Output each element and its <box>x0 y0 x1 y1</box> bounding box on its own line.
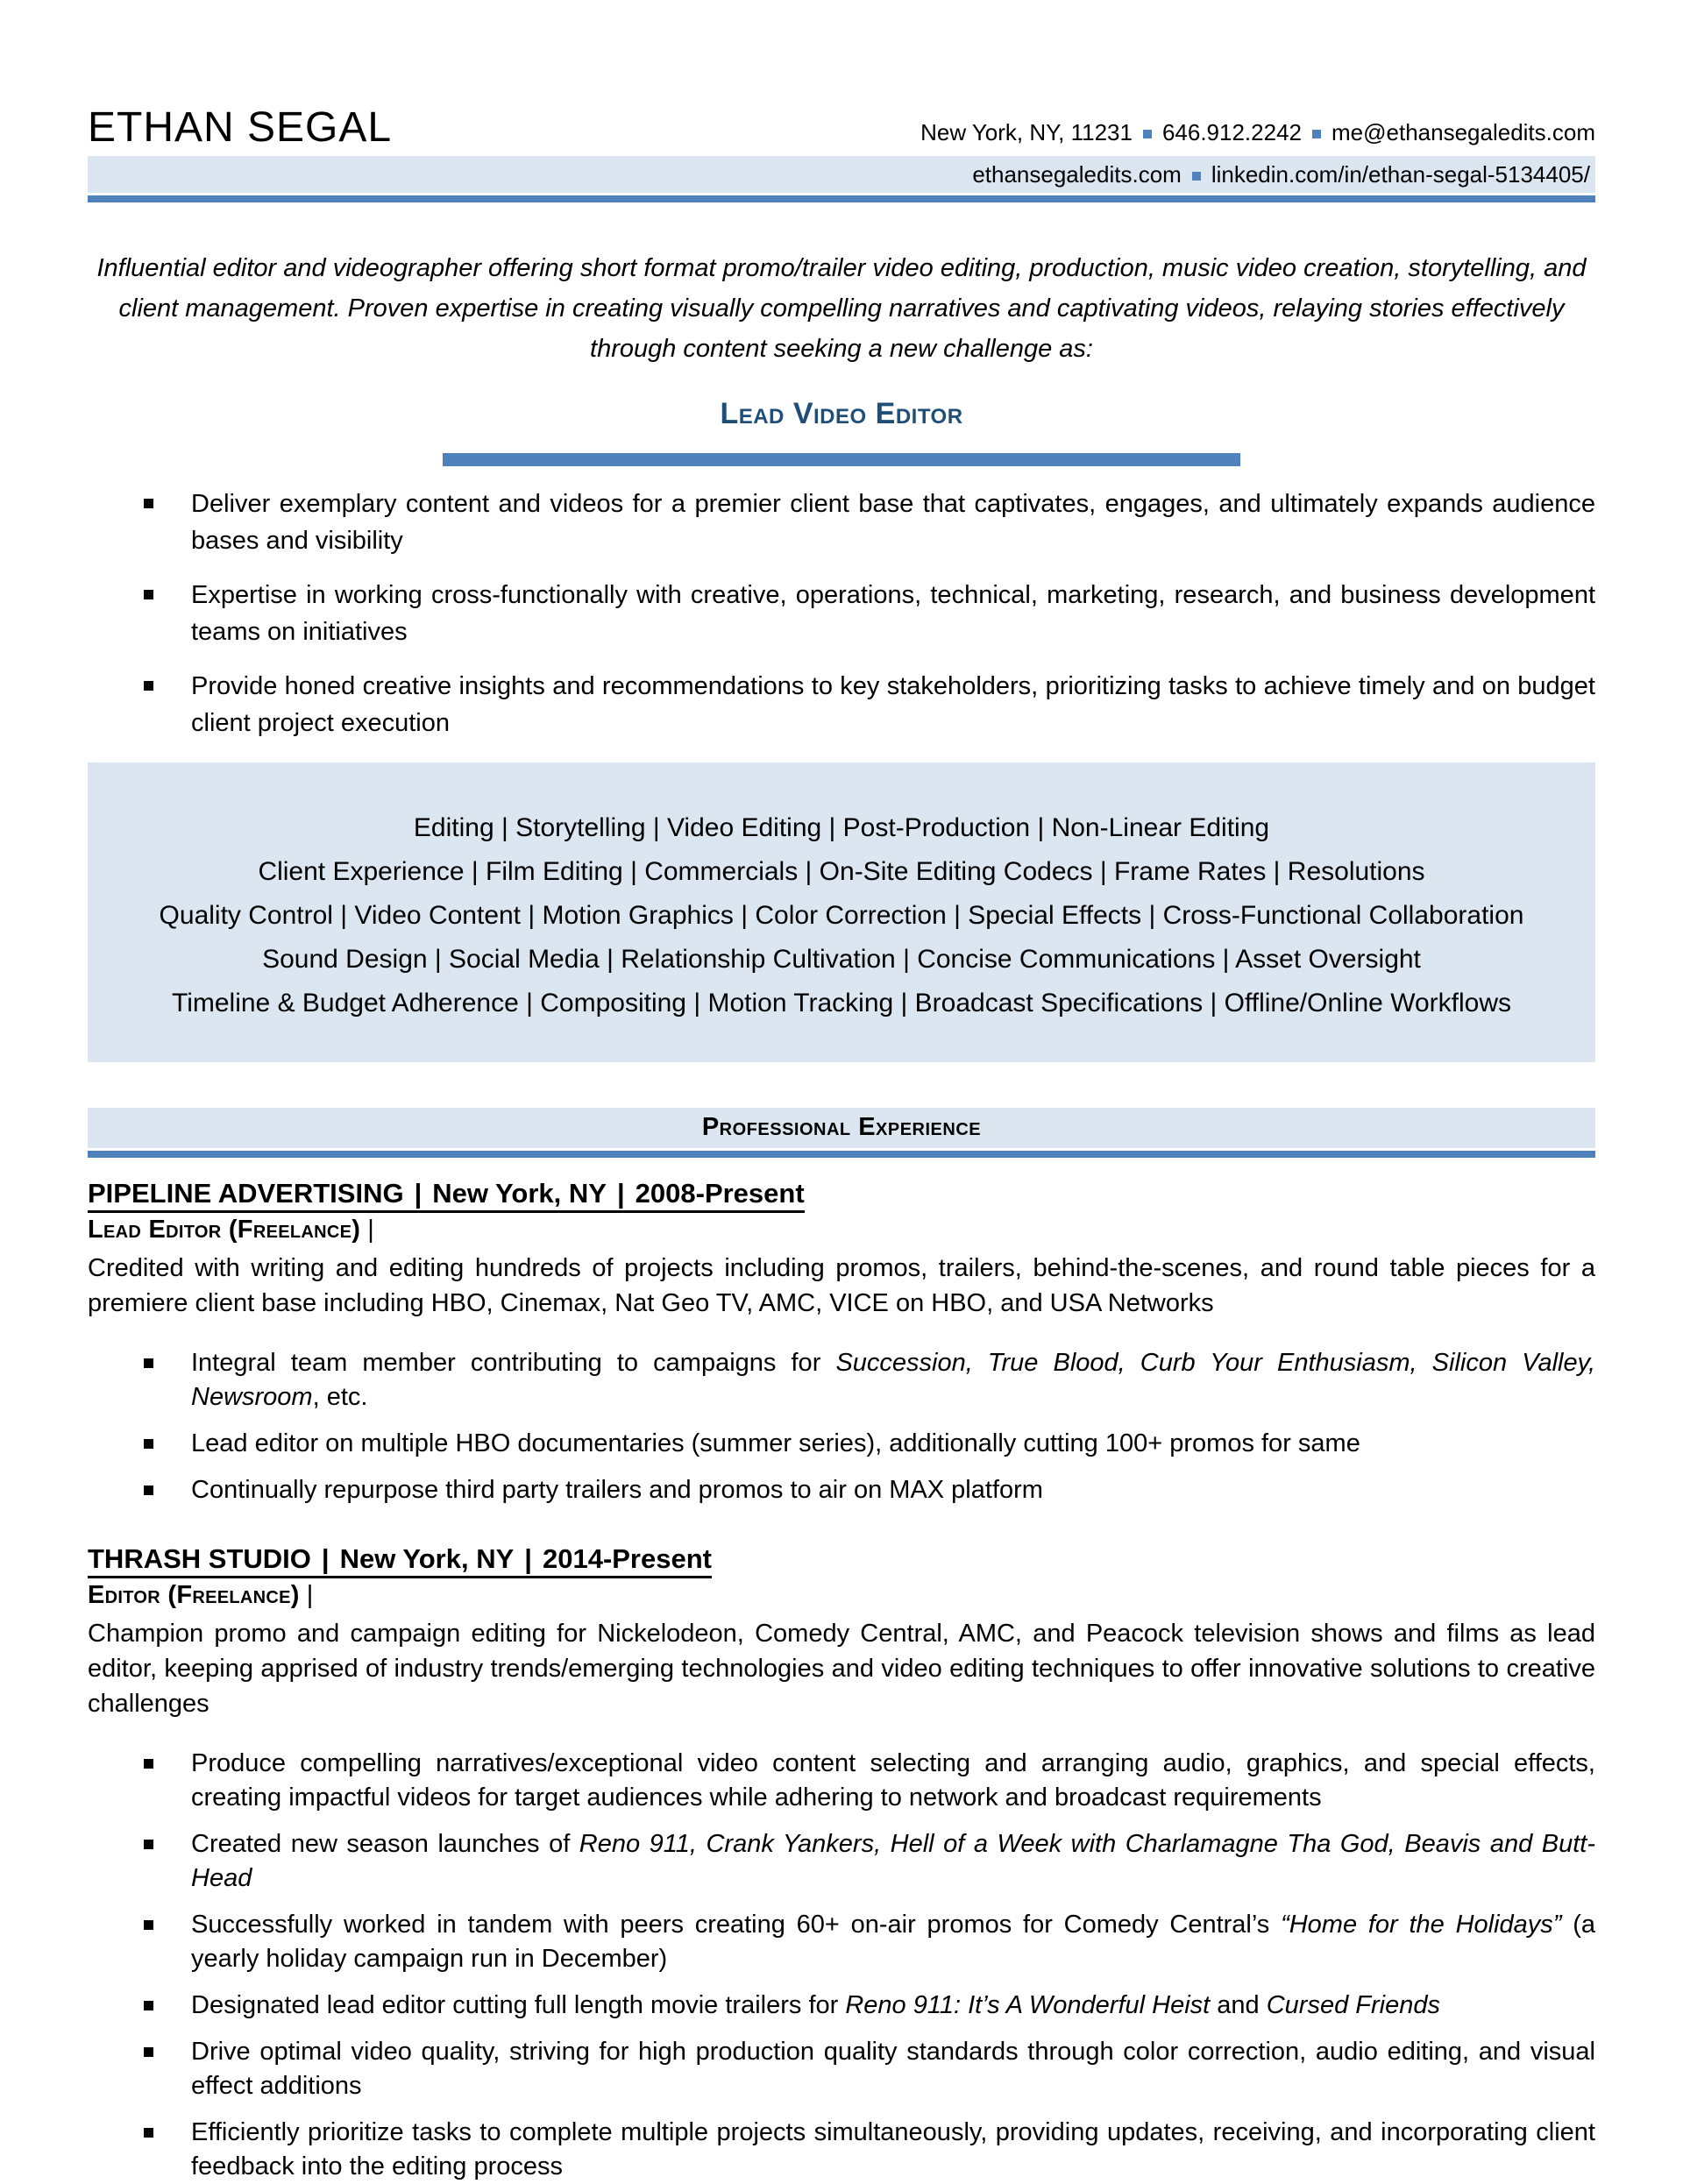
contact-item: 646.912.2242 <box>1161 119 1302 145</box>
bullet-item <box>88 1427 1595 1461</box>
job-title-pipe: | <box>367 1215 374 1244</box>
square-bullet-icon <box>144 681 153 691</box>
person-name: ETHAN SEGAL <box>88 104 393 151</box>
section-rule <box>88 1151 1595 1158</box>
job-title: Editor (Freelance) <box>88 1580 300 1609</box>
bullet-item <box>88 1346 1595 1415</box>
bullet-text: Deliver exemplary content and videos for a premier client base that captivates, engages, and ultimately expands audience bases and visibility <box>191 489 1595 555</box>
job-dates: 2008-Present <box>635 1177 805 1209</box>
bullet-text: Expertise in working cross-functionally with creative, operations, technical, marketing, research, and business development teams on initiatives <box>191 580 1595 646</box>
job-heading-text <box>88 1543 712 1578</box>
summary-paragraph: Influential editor and videographer offering short format promo/trailer video editing, production, music video creation, storytelling, and client management. Proven expertise in creating visually compelling narratives and captivating videos, relaying stories effectively through content seeking a new challenge as: <box>96 254 1587 363</box>
target-role-title: Lead Video Editor <box>720 397 963 430</box>
job-description: Credited with writing and editing hundreds of projects including promos, trailers, behind-the-scenes, and round table pieces for a premiere client base including HBO, Cinemax, Nat Geo TV, AMC, VICE on HBO, and USA Networks <box>88 1253 1595 1317</box>
job-heading-pipeline-advertising <box>88 1177 1595 1210</box>
bullet-item <box>88 577 1595 650</box>
header <box>88 95 1595 202</box>
contact-line-1 <box>920 121 1595 151</box>
contact-item: New York, NY, 11231 <box>920 119 1133 145</box>
bullet-item <box>88 668 1595 741</box>
bullet-item <box>88 1989 1595 2023</box>
square-bullet-icon <box>144 499 153 508</box>
square-bullet-icon <box>144 1486 153 1495</box>
job-location: New York, NY <box>432 1177 607 1209</box>
job-description: Champion promo and campaign editing for Nickelodeon, Comedy Central, AMC, and Peacock television shows and films as lead editor, keeping apprised of industry trends/emerging technologies and video editing techniques to offer innovative solutions to creative challenges <box>88 1619 1595 1718</box>
job-heading-text <box>88 1178 805 1213</box>
square-bullet-icon <box>144 2001 153 2010</box>
job-bullets-list <box>88 1747 1595 2184</box>
separator-square-icon <box>1143 130 1152 138</box>
skills-box <box>88 762 1595 1062</box>
square-bullet-icon <box>144 1920 153 1930</box>
bullet-text: Designated lead editor cutting full length movie trailers for Reno 911: It’s A Wonderful Heist and Cursed Friends <box>191 1990 1440 2019</box>
heading-separator: | <box>524 1542 532 1574</box>
heading-separator: | <box>414 1177 423 1209</box>
heading-separator: | <box>321 1542 330 1574</box>
contact-line-2 <box>972 163 1590 186</box>
job-location: New York, NY <box>339 1542 515 1574</box>
bullet-item <box>88 1908 1595 1976</box>
bullet-item <box>88 486 1595 559</box>
square-bullet-icon <box>144 590 153 599</box>
contact-link[interactable]: me@ethansegaledits.com <box>1331 119 1595 145</box>
bullet-item <box>88 1473 1595 1507</box>
header-rule <box>88 195 1595 202</box>
bullet-text: Produce compelling narratives/exceptional video content selecting and arranging audio, graphics, and special effects, creating impactful videos for target audiences while adhering to network and broadcast requirements <box>191 1748 1595 1812</box>
square-bullet-icon <box>144 1439 153 1449</box>
bullet-text: Drive optimal video quality, striving for high production quality standards through color correction, audio editing, and visual effect additions <box>191 2037 1595 2100</box>
job-title-line <box>88 1579 1595 1611</box>
square-bullet-icon <box>144 1759 153 1769</box>
bullet-text: Successfully worked in tandem with peers creating 60+ on-air promos for Comedy Central’s “Home for the Holidays” (a yearly holiday campaign run in December) <box>191 1910 1596 1973</box>
contact-link[interactable]: ethansegaledits.com <box>972 161 1182 188</box>
job-heading-thrash-studio <box>88 1542 1595 1576</box>
header-band <box>88 156 1595 193</box>
header-row <box>88 95 1595 151</box>
bullet-text: Created new season launches of Reno 911, Crank Yankers, Hell of a Week with Charlamagne Tha God, Beavis and Butt-Head <box>191 1829 1595 1892</box>
contact-link[interactable]: linkedin.com/in/ethan-segal-5134405/ <box>1211 161 1590 188</box>
bullet-text: Lead editor on multiple HBO documentaries (summer series), additionally cutting 100+ promos for same <box>191 1429 1360 1457</box>
heading-separator: | <box>616 1177 625 1209</box>
job-title: Lead Editor (Freelance) <box>88 1215 361 1244</box>
bullet-text: Integral team member contributing to campaigns for Succession, True Blood, Curb Your Enthusiasm, Silicon Valley, Newsroom, etc. <box>191 1348 1596 1411</box>
job-title-pipe: | <box>306 1580 314 1609</box>
section-band-professional-experience <box>88 1108 1595 1148</box>
bullet-item <box>88 1747 1595 1815</box>
skills-line: Client Experience | Film Editing | Commercials | On-Site Editing Codecs | Frame Rates | Resolutions <box>258 856 1425 886</box>
square-bullet-icon <box>144 1840 153 1849</box>
skills-line: Timeline & Budget Adherence | Compositing | Motion Tracking | Broadcast Specifications | Offline/Online Workflows <box>171 988 1511 1018</box>
section-title: Professional Experience <box>701 1113 982 1142</box>
highlights-list <box>88 486 1595 741</box>
bullet-text: Continually repurpose third party trailers and promos to air on MAX platform <box>191 1475 1043 1504</box>
square-bullet-icon <box>144 2128 153 2138</box>
bullet-item <box>88 2116 1595 2184</box>
skills-line: Editing | Storytelling | Video Editing | Post-Production | Non-Linear Editing <box>413 812 1270 842</box>
separator-square-icon <box>1192 172 1201 181</box>
skills-line: Sound Design | Social Media | Relationship Cultivation | Concise Communications | Asset Oversight <box>262 944 1421 974</box>
company-name: THRASH STUDIO <box>88 1542 311 1574</box>
role-accent-bar <box>443 453 1240 466</box>
job-dates: 2014-Present <box>542 1542 712 1574</box>
separator-square-icon <box>1312 130 1321 138</box>
bullet-text: Provide honed creative insights and recommendations to key stakeholders, prioritizing tasks to achieve timely and on budget client project execution <box>191 671 1595 737</box>
company-name: PIPELINE ADVERTISING <box>88 1177 404 1209</box>
square-bullet-icon <box>144 1358 153 1368</box>
skills-line: Quality Control | Video Content | Motion Graphics | Color Correction | Special Effects | Cross-Functional Collaboration <box>159 900 1524 930</box>
bullet-item <box>88 1827 1595 1896</box>
job-bullets-list <box>88 1346 1595 1507</box>
bullet-text: Efficiently prioritize tasks to complete multiple projects simultaneously, providing updates, receiving, and incorporating client feedback into the editing process <box>191 2117 1595 2180</box>
job-title-line <box>88 1214 1595 1245</box>
square-bullet-icon <box>144 2047 153 2057</box>
bullet-item <box>88 2035 1595 2103</box>
